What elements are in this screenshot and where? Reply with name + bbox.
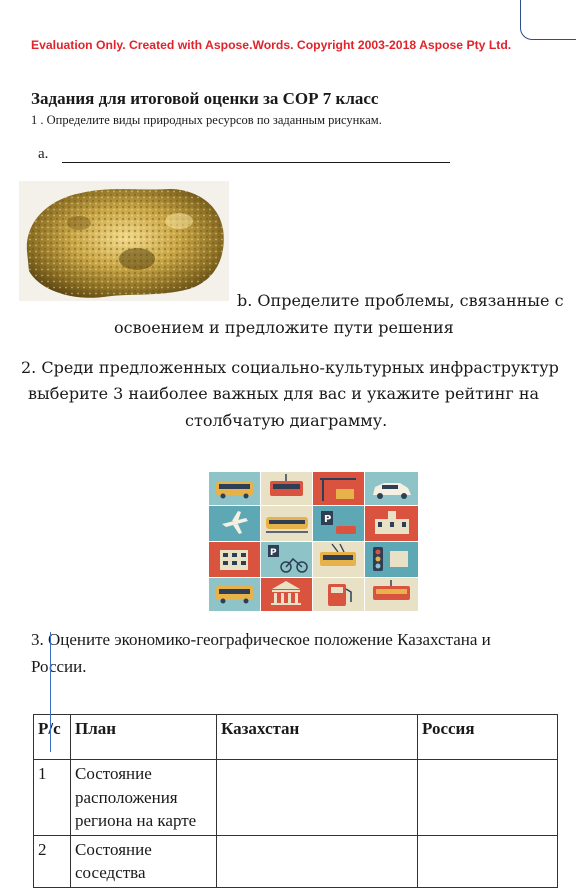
- infrastructure-icons-image: [208, 471, 419, 612]
- svg-text:P: P: [270, 548, 277, 558]
- table-row: [34, 835, 558, 887]
- watermark-text: Evaluation Only. Created with Aspose.Words. Copyright 2003-2018 Aspose Pty Ltd.: [31, 38, 512, 52]
- svg-text:P: P: [324, 514, 332, 525]
- task-3-line1: 3. Оцените экономико-географическое положение Казахстана и: [31, 630, 491, 649]
- car-icon: [365, 472, 418, 505]
- task-2-line3: столбчатую диаграмму.: [185, 411, 388, 430]
- office-icon: [209, 542, 260, 577]
- traffic-light-icon: [365, 542, 418, 577]
- task-2-line1: 2. Среди предложенных социально-культурных инфраструктур: [21, 358, 559, 377]
- table-row: [34, 760, 558, 836]
- column-header-plan: План: [71, 715, 217, 760]
- row-kazakhstan-cell[interactable]: [217, 835, 418, 887]
- comparison-table: [33, 714, 558, 888]
- row-number: 1: [34, 760, 71, 836]
- trolleybus-icon: [313, 542, 364, 577]
- task-2-line2: выберите 3 наиболее важных для вас и укажите рейтинг на: [28, 384, 540, 403]
- answer-line: [62, 162, 450, 163]
- train-icon: [261, 506, 312, 541]
- page-title: Задания для итоговой оценки за СОР 7 класс: [31, 89, 379, 108]
- row-kazakhstan-cell[interactable]: [217, 760, 418, 836]
- item-b-text-line2: освоением и предложите пути решения: [114, 318, 454, 337]
- fuel-icon: [313, 578, 364, 611]
- text-cursor-line: [50, 632, 51, 752]
- corner-frame: [520, 0, 576, 40]
- row-russia-cell[interactable]: [418, 760, 558, 836]
- parking-icon: [313, 506, 364, 541]
- column-header-russia: Россия: [418, 715, 558, 760]
- museum-icon: [261, 578, 312, 611]
- row-plan: Состояние соседства: [71, 835, 217, 887]
- row-russia-cell[interactable]: [418, 835, 558, 887]
- bus-icon: [209, 472, 260, 505]
- gold-nugget-image: [19, 181, 229, 301]
- table-header-row: [34, 715, 558, 760]
- row-number: 2: [34, 835, 71, 887]
- tram-icon: [365, 578, 418, 611]
- tram-icon: [261, 472, 312, 505]
- column-header-number: Р/с: [34, 715, 71, 760]
- building-icon: [365, 506, 418, 541]
- item-a-label: a.: [38, 146, 49, 162]
- bus-icon: [209, 578, 260, 611]
- item-b-text-line1: b. Определите проблемы, связанные с: [237, 291, 564, 310]
- row-plan: Состояние расположения региона на карте: [71, 760, 217, 836]
- airplane-icon: [209, 506, 260, 541]
- task-1-text: 1 . Определите виды природных ресурсов по заданным рисункам.: [31, 113, 382, 127]
- column-header-kazakhstan: Казахстан: [217, 715, 418, 760]
- task-3-line2: России.: [31, 657, 87, 676]
- crane-icon: [313, 472, 364, 505]
- bike-parking-icon: [261, 542, 312, 577]
